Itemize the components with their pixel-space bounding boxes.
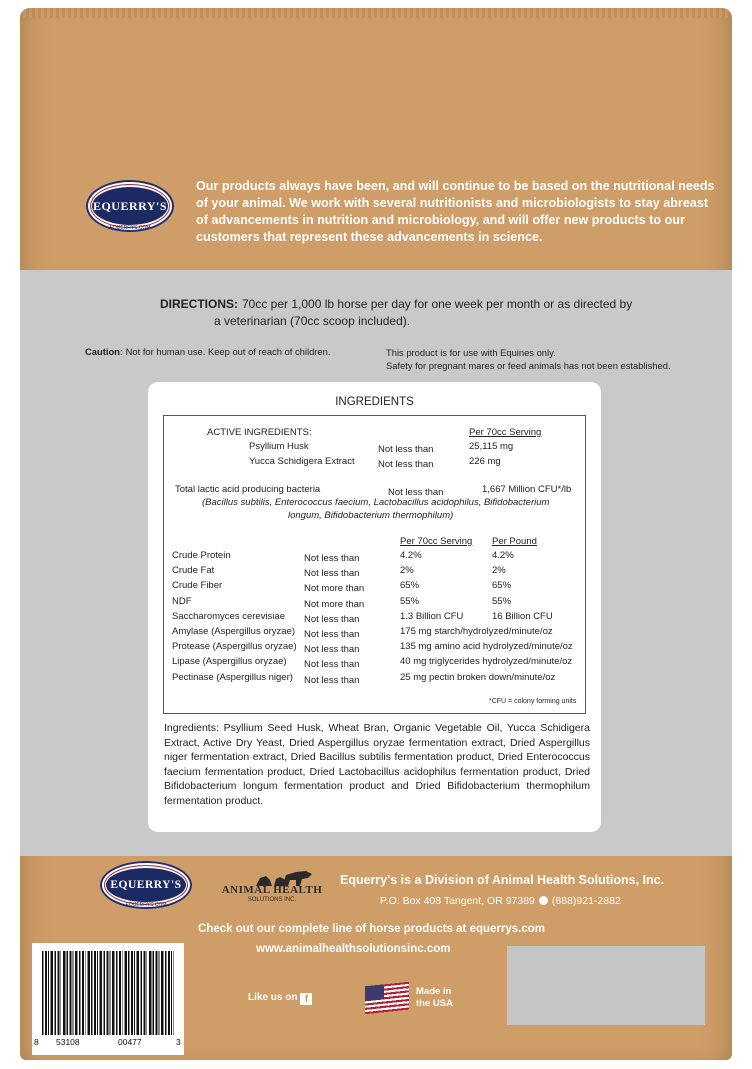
analysis-row-name: Protease (Aspergillus oryzae)	[172, 641, 297, 653]
barcode	[32, 943, 184, 1055]
analysis-row-name: Crude Fat	[172, 565, 215, 577]
bacteria-name: Total lactic acid producing bacteria	[175, 484, 321, 495]
analysis-row-qual: Not less than	[304, 613, 360, 625]
equine-line2: Safety for pregnant mares or feed animals has not been established.	[386, 360, 671, 371]
barcode-digits-3: 00477	[118, 1037, 142, 1047]
equerrys-logo-top	[86, 180, 174, 232]
bacteria-qual: Not less than	[388, 487, 444, 498]
directions-line2: a veterinarian (70cc scoop included).	[214, 314, 411, 328]
checkout-text: Check out our complete line of horse products at equerrys.com	[198, 923, 545, 935]
like-us-text: Like us on	[248, 992, 298, 1003]
product-bag	[20, 8, 732, 1060]
address: P.O. Box 408 Tangent, OR 97389	[380, 895, 535, 907]
analysis-row-serving: 1.3 Billion CFU	[400, 610, 464, 622]
analysis-row-serving: 40 mg triglycerides hydrolyzed/minute/oz	[400, 656, 573, 668]
analysis-row-name: Amylase (Aspergillus oryzae)	[172, 626, 296, 637]
analysis-row-name: Crude Protein	[172, 550, 231, 561]
logo-url: EQUERRYS.COM	[109, 225, 151, 231]
analysis-row-serving: 25 mg pectin broken down/minute/oz	[400, 671, 556, 683]
directions-label: DIRECTIONS:	[160, 297, 238, 311]
analysis-row-name: Lipase (Aspergillus oryzae)	[172, 656, 287, 668]
made-in-usa	[416, 986, 453, 1010]
barcode-digit-4: 3	[176, 1037, 181, 1047]
equerrys-logo-bottom	[100, 861, 192, 909]
lot-code-area	[507, 946, 705, 1025]
caution-label: Caution:	[85, 346, 124, 357]
caution	[85, 346, 330, 357]
ahs-logo-text: ANIMAL HEALTH	[221, 884, 323, 896]
ingredients-title: INGREDIENTS	[335, 396, 414, 408]
analysis-row-qual: Not less than	[304, 659, 360, 671]
made-in-l1: Made in	[416, 986, 452, 997]
logo-url: EQUERRYS.COM	[125, 902, 167, 908]
analysis-row-serving: 65%	[400, 580, 420, 592]
active-serving-heading: Per 70cc Serving	[469, 427, 542, 438]
mission-statement: Our products always have been, and will continue to be based on the nutritional needs of your animal. We work with several nutritionists and microbiologists to stay abreast of advancements in nutrition and microbiology, and will offer new products to our customers that represent these advancements in science.	[196, 179, 715, 244]
analysis-row-serving: 2%	[400, 565, 414, 577]
bacteria-species-1: (Bacillus subtilis, Enterococcus faecium, Lactobacillus acidophilus, Bifidobacterium	[202, 497, 550, 508]
logo-text: EQUERRY'S	[92, 187, 168, 225]
ingredients-panel	[148, 382, 601, 832]
barcode-digit-1: 8	[34, 1037, 39, 1047]
phone-icon	[539, 896, 548, 905]
analysis-row-pound: 2%	[492, 565, 506, 577]
bacteria-species-2: longum, Bifidobacterium thermophilum)	[288, 510, 454, 521]
facebook-icon: f	[300, 993, 312, 1005]
website-text: www.animalhealthsolutionsinc.com	[256, 943, 451, 955]
like-us	[248, 992, 312, 1005]
barcode-digits-2: 53108	[56, 1037, 80, 1047]
analysis-row-serving: 175 mg starch/hydrolyzed/minute/oz	[400, 626, 553, 637]
active-row-qual: Not less than	[378, 459, 434, 470]
guaranteed-analysis-box	[163, 415, 586, 714]
analysis-row-name: NDF	[172, 595, 192, 607]
bacteria-value: 1,667 Million CFU*/lb	[482, 484, 572, 495]
analysis-row-qual: Not less than	[304, 629, 360, 640]
analysis-row-qual: Not less than	[304, 674, 360, 686]
active-row-name: Psyllium Husk	[249, 441, 309, 452]
analysis-row-name: Crude Fiber	[172, 580, 223, 592]
analysis-row-pound: 4.2%	[492, 550, 514, 561]
analysis-row-qual: Not less than	[304, 644, 360, 656]
analysis-row-serving: 4.2%	[400, 550, 422, 561]
active-row-value: 25,115 mg	[469, 441, 514, 452]
ingredients-list: Ingredients: Psyllium Seed Husk, Wheat Bran, Organic Vegetable Oil, Yucca Schidigera Extract, Active Dry Yeast, Dried Aspergillus oryzae fermentation extract, Dried Aspergillus niger fermentation extract, Dried Bacillus subtilis fermentation product, Dried Enterococcus faecium fermentation product, Dried Lactobacillus acidophilus fermentation product, Dried Bifidobacterium longum fermentation product and Dried Bifidobacterium thermophilum fermentation product.	[164, 722, 590, 807]
analysis-row-pound: 16 Billion CFU	[492, 610, 553, 622]
analysis-row-qual: Not less than	[304, 568, 360, 580]
active-row-name: Yucca Schidigera Extract	[249, 456, 355, 467]
active-row-qual: Not less than	[378, 444, 434, 455]
analysis-row-serving: 55%	[400, 595, 420, 607]
col-serving-heading: Per 70cc Serving	[400, 536, 473, 547]
analysis-row-qual: Not more than	[304, 583, 365, 595]
equine-notice	[386, 346, 671, 372]
logo-text: EQUERRY'S	[106, 868, 186, 902]
made-in-l2: the USA	[416, 998, 453, 1009]
ahs-logo-sub: SOLUTIONS INC.	[247, 897, 297, 903]
analysis-row-qual: Not less than	[304, 553, 360, 564]
caution-text: Not for human use. Keep out of reach of children.	[125, 346, 331, 357]
analysis-row-pound: 55%	[492, 595, 512, 607]
division-text: Equerry's is a Division of Animal Health Solutions, Inc.	[340, 873, 665, 887]
equine-line1: This product is for use with Equines only.	[386, 347, 556, 358]
analysis-row-qual: Not more than	[304, 598, 365, 610]
tear-edge	[20, 8, 732, 18]
analysis-row-name: Pectinase (Aspergillus niger)	[172, 671, 293, 683]
analysis-row-name: Saccharomyces cerevisiae	[172, 610, 285, 622]
animal-health-logo	[216, 868, 328, 908]
active-row-value: 226 mg	[469, 456, 501, 467]
directions-line1: 70cc per 1,000 lb horse per day for one week per month or as directed by	[242, 297, 633, 311]
analysis-row-serving: 135 mg amino acid hydrolyzed/minute/oz	[400, 641, 573, 653]
cfu-footnote: *CFU = colony forming units	[489, 698, 577, 705]
address-line	[380, 895, 621, 907]
col-pound-heading: Per Pound	[492, 536, 537, 547]
directions	[160, 296, 680, 330]
usa-flag-icon	[365, 982, 409, 1015]
barcode-bars	[42, 951, 174, 1035]
active-heading: ACTIVE INGREDIENTS:	[207, 427, 312, 438]
analysis-row-pound: 65%	[492, 580, 512, 592]
phone: (888)921-2882	[551, 895, 621, 907]
